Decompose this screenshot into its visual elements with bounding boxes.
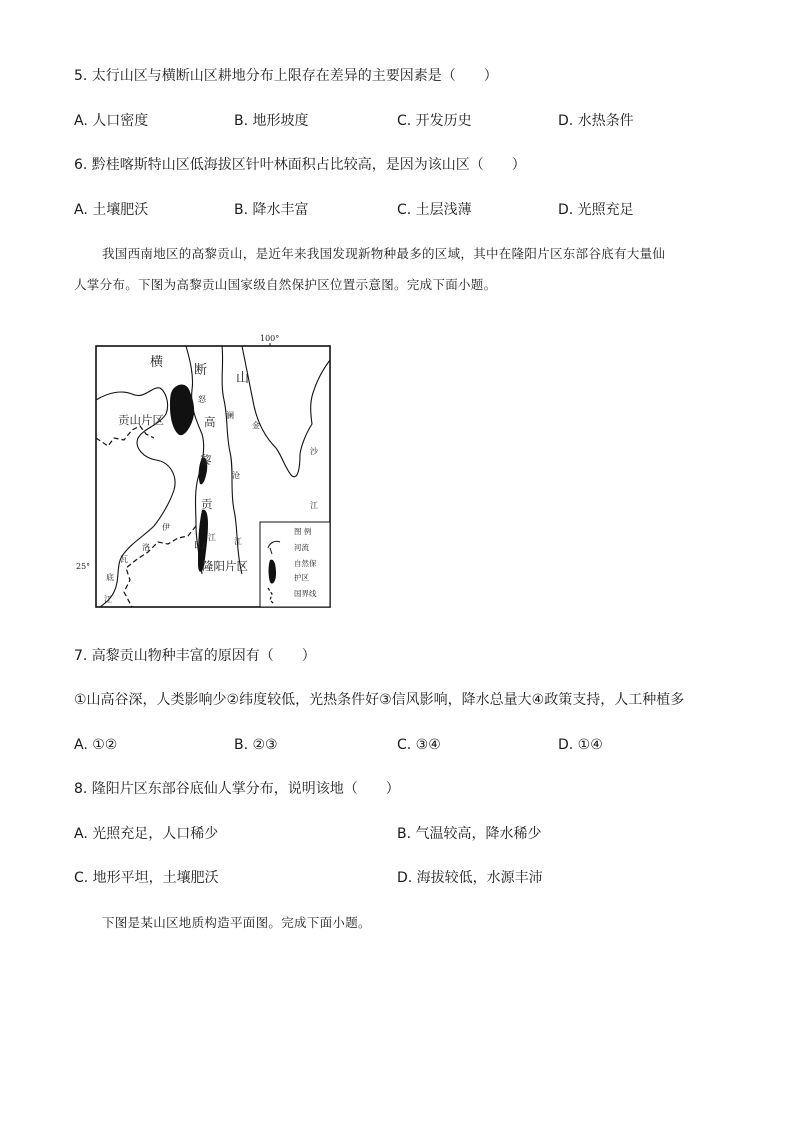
q7-stem: 7. 高黎贡山物种丰富的原因有（ ） bbox=[74, 648, 316, 664]
range-label-3: 山 bbox=[236, 371, 250, 386]
q5-option-b: B. 地形坡度 bbox=[234, 113, 309, 129]
q6-option-d: D. 光照充足 bbox=[558, 202, 634, 218]
gaoligong-char-1: 高 bbox=[204, 415, 216, 429]
gaoligong-char-2: 黎 bbox=[200, 453, 212, 467]
range-label-2: 断 bbox=[194, 363, 208, 378]
q5-option-c: C. 开发历史 bbox=[397, 113, 472, 129]
range-label-1: 横 bbox=[150, 355, 164, 370]
q6-option-a: A. 土壤肥沃 bbox=[74, 202, 149, 218]
lancang-char-1: 澜 bbox=[226, 411, 234, 420]
q8-option-d: D. 海拔较低，水源丰沛 bbox=[397, 870, 543, 886]
legend-reserve-label-2: 护区 bbox=[294, 573, 309, 582]
irrawaddy-char-4: 底 bbox=[106, 573, 114, 582]
passage1-line2: 人掌分布。下图为高黎贡山国家级自然保护区位置示意图。完成下面小题。 bbox=[74, 277, 497, 292]
q6-option-c: C. 土层浅薄 bbox=[397, 202, 472, 218]
passage2: 下图是某山区地质构造平面图。完成下面小题。 bbox=[102, 915, 371, 930]
nu-char-1: 怒 bbox=[198, 395, 206, 404]
q8-option-b: B. 气温较高，降水稀少 bbox=[397, 826, 542, 842]
q5-stem: 5. 太行山区与横断山区耕地分布上限存在差异的主要因素是（ ） bbox=[74, 68, 498, 84]
legend-reserve-label-1: 自然保 bbox=[294, 559, 317, 568]
q7-statements: ①山高谷深，人类影响少②纬度较低，光热条件好③信风影响，降水总量大④政策支持，人工种植多 bbox=[74, 692, 685, 708]
q8-option-c: C. 地形平坦，土壤肥沃 bbox=[74, 870, 219, 886]
lancang-char-3: 江 bbox=[234, 537, 242, 546]
q5-option-d: D. 水热条件 bbox=[558, 113, 634, 129]
q7-option-a: A. ①② bbox=[74, 737, 118, 753]
longyang-label: 隆阳片区 bbox=[202, 559, 248, 573]
gongshan-label: 贡山片区 bbox=[118, 413, 164, 427]
q7-option-d: D. ①④ bbox=[558, 737, 603, 753]
legend-border-label: 国界线 bbox=[294, 589, 317, 598]
nu-char-2: 江 bbox=[208, 533, 216, 542]
map-lat-label: 25° bbox=[76, 562, 91, 571]
q6-stem: 6. 黔桂喀斯特山区低海拔区针叶林面积占比较高，是因为该山区（ ） bbox=[74, 157, 526, 173]
q7-option-b: B. ②③ bbox=[234, 737, 278, 753]
q6-option-b: B. 降水丰富 bbox=[234, 202, 309, 218]
irrawaddy-char-2: 洛 bbox=[142, 543, 150, 552]
jinsha-char-3: 江 bbox=[310, 501, 318, 510]
gaoligong-char-3: 贡 bbox=[201, 497, 213, 511]
irrawaddy-char-5: 江 bbox=[104, 595, 112, 604]
map-lon-label: 100° bbox=[260, 334, 280, 343]
irrawaddy-char-3: 瓦 bbox=[120, 555, 128, 564]
legend-title: 图 例 bbox=[294, 527, 312, 536]
passage1-line1: 我国西南地区的高黎贡山，是近年来我国发现新物种最多的区域，其中在隆阳片区东部谷底有大量仙 bbox=[102, 246, 666, 261]
irrawaddy-char-1: 伊 bbox=[162, 523, 170, 532]
q5-option-a: A. 人口密度 bbox=[74, 113, 149, 129]
q8-option-a: A. 光照充足，人口稀少 bbox=[74, 826, 219, 842]
jinsha-char-2: 沙 bbox=[310, 447, 318, 456]
q7-option-c: C. ③④ bbox=[397, 737, 441, 753]
q8-stem: 8. 隆阳片区东部谷底仙人掌分布，说明该地（ ） bbox=[74, 781, 400, 797]
legend-river-label: 河流 bbox=[294, 543, 309, 552]
jinsha-char-1: 金 bbox=[252, 421, 260, 430]
reserve-location-map bbox=[74, 330, 334, 610]
gaoligong-char-4: 山 bbox=[194, 537, 206, 551]
lancang-char-2: 沧 bbox=[232, 471, 240, 480]
